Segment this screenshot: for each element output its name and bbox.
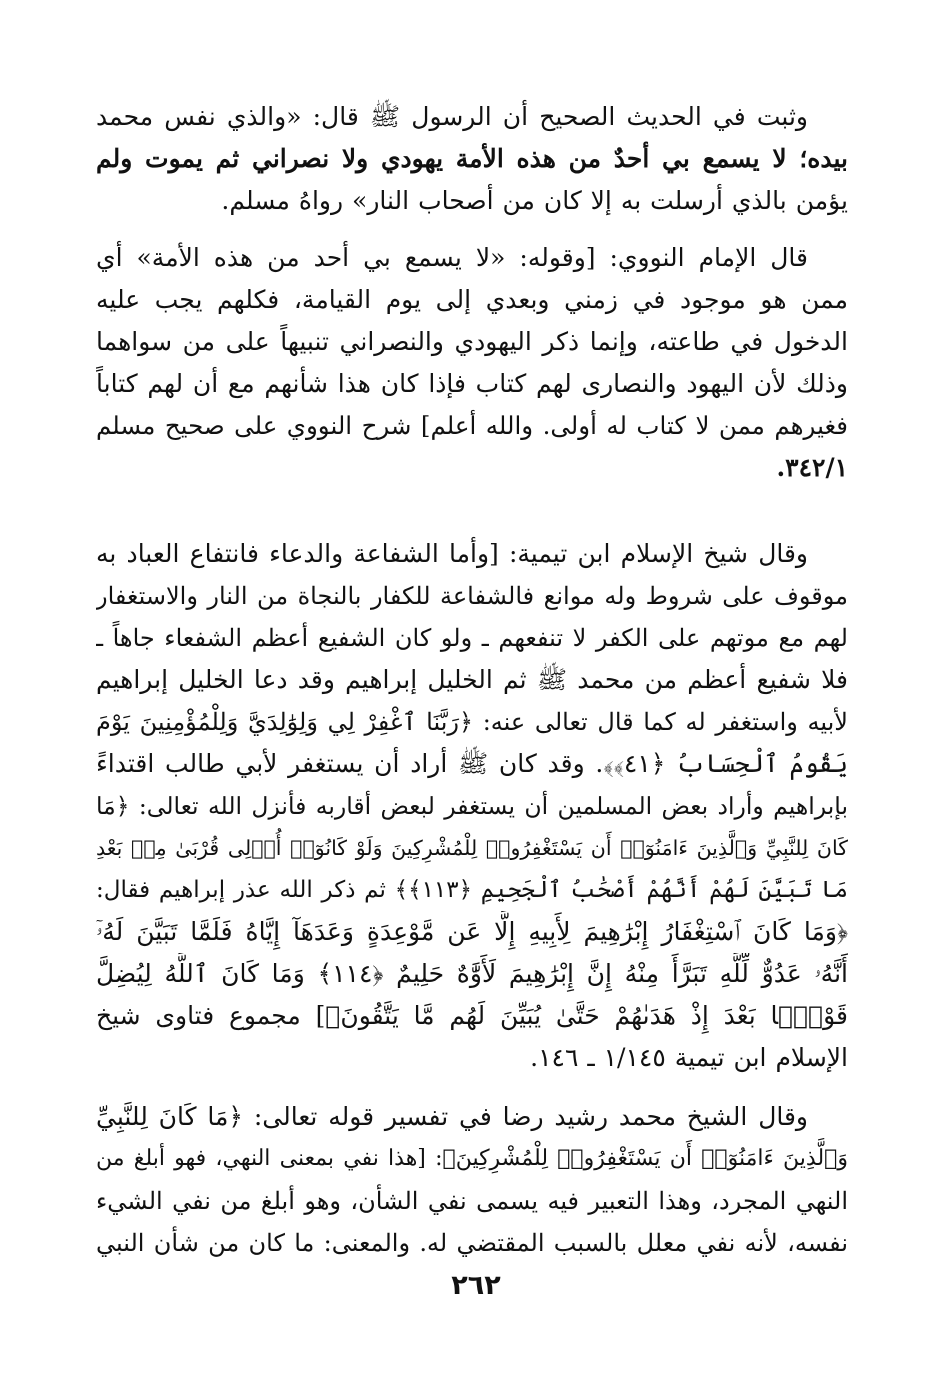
text-line: لهم مع موتهم على الكفر لا تنفعهم ـ ولو كان الشفيع أعظم الشفعاء جاهاً ـ [96, 624, 848, 652]
text-line: فلا شفيع أعظم من محمد ﷺ ثم الخليل إبراهيم وقد دعا الخليل إبراهيم [96, 665, 848, 694]
paragraph-ibn-taymiyyah [96, 533, 848, 1079]
text-line: وثبت في الحديث الصحيح أن الرسول ﷺ قال: «والذي نفس محمد [96, 102, 808, 131]
page-number: ٢٦٢ [451, 1270, 501, 1301]
text-line: ممن هو موجود في زمني وبعدي إلى يوم القيامة، فكلهم يجب عليه [96, 285, 848, 314]
text-line: لأبيه واستغفر له كما قال تعالى عنه: ﴿رَبَّنَا ٱغْفِرْ لِي وَلِوَٰلِدَيَّ وَلِلْمُؤْمِنِينَ يَوْمَ [96, 708, 848, 736]
text-line: النهي المجرد، وهذا التعبير فيه يسمى نفي الشأن، وهو أبلغ من نفي الشيء [96, 1187, 848, 1215]
text-line: وَٱلَّذِينَ ءَامَنُوٓا۟ أَن يَسْتَغْفِرُوا۟ لِلْمُشْرِكِينَ﴾: [هذا نفي بمعنى النهي، فهو أبلغ من [96, 1146, 848, 1171]
text-line: نفسه، لأنه نفي معلل بالسبب المقتضي له. والمعنى: ما كان من شأن النبي [96, 1229, 848, 1257]
text-line: بإبراهيم وأراد بعض المسلمين أن يستغفر لبعض أقاربه فأنزل الله تعالى: ﴿مَا [96, 792, 848, 820]
text-line: موقوف على شروط وله موانع فالشفاعة للكفار بالنجاة من النار والاستغفار [96, 582, 848, 610]
text-line: كَانَ لِلنَّبِيِّ وَٱلَّذِينَ ءَامَنُوٓا۟ أَن يَسْتَغْفِرُوا۟ لِلْمُشْرِكِينَ وَلَوْ كَانُوٓا۟ أُو۟لِى قُرْبَىٰ مِنۢ بَعْدِ [96, 836, 848, 860]
text-line: وقال الشيخ محمد رشيد رضا في تفسير قوله تعالى: ﴿مَا كَانَ لِلنَّبِيِّ [96, 1102, 808, 1131]
text-line: الدخول في طاعته، وإنما ذكر اليهودي والنصراني تنبيهاً على من سواهما [96, 327, 848, 356]
text-line: فغيرهم ممن لا كتاب له أولى. والله أعلم] شرح النووي على صحيح مسلم [96, 411, 848, 440]
text-line: بيده؛ لا يسمع بي أحدٌ من هذه الأمة يهودي ولا نصراني ثم يموت ولم [96, 144, 848, 173]
text-line: ﴿وَمَا كَانَ ٱسْتِغْفَارُ إِبْرَٰهِيمَ لِأَبِيهِ إِلَّا عَن مَّوْعِدَةٍ وَعَدَهَآ إِيَّاهُ فَلَمَّا تَبَيَّنَ لَهُۥٓ [96, 917, 848, 946]
text-line: أَنَّهُۥ عَدُوٌّ لِّلَّهِ تَبَرَّأَ مِنْهُ إِنَّ إِبْرَٰهِيمَ لَأَوَّٰهٌ حَلِيمٌ ﴿١١٤﴾ وَمَا كَانَ ٱللَّهُ لِيُضِلَّ [96, 959, 848, 988]
paragraph-rashid-rida [96, 1096, 848, 1264]
text-line: الإسلام ابن تيمية ١/١٤٥ ـ ١٤٦. [530, 1043, 848, 1072]
text-line: يَقُومُ ٱلْحِسَابُ ﴿٤١﴾﴾. وقد كان ﷺ أراد أن يستغفر لأبي طالب اقتداءً [96, 749, 848, 778]
text-line: وذلك لأن اليهود والنصارى لهم كتاب فإذا كان هذا شأنهم مع أن لهم كتاباً [96, 369, 848, 398]
paragraph-nawawi [96, 237, 848, 489]
text-line: قال الإمام النووي: [وقوله: «لا يسمع بي أحد من هذه الأمة» أي [96, 243, 808, 272]
paragraph-hadith [96, 96, 848, 222]
text-line: وقال شيخ الإسلام ابن تيمية: [وأما الشفاعة والدعاء فانتفاع العباد به [96, 539, 808, 568]
text-line: ٣٤٢/١. [776, 453, 848, 482]
text-line: يؤمن بالذي أرسلت به إلا كان من أصحاب النار» رواهُ مسلم. [221, 186, 848, 215]
text-line: مَا تَبَيَّنَ لَهُمْ أَنَّهُمْ أَصْحَٰبُ ٱلْجَحِيمِ ﴿١١٣﴾﴾ ثم ذكر الله عذر إبراهيم فقال: [96, 877, 848, 903]
text-line: قَوْمًۢا بَعْدَ إِذْ هَدَىٰهُمْ حَتَّىٰ يُبَيِّنَ لَهُم مَّا يَتَّقُونَ﴾] مجموع فتاوى شيخ [96, 1001, 848, 1030]
